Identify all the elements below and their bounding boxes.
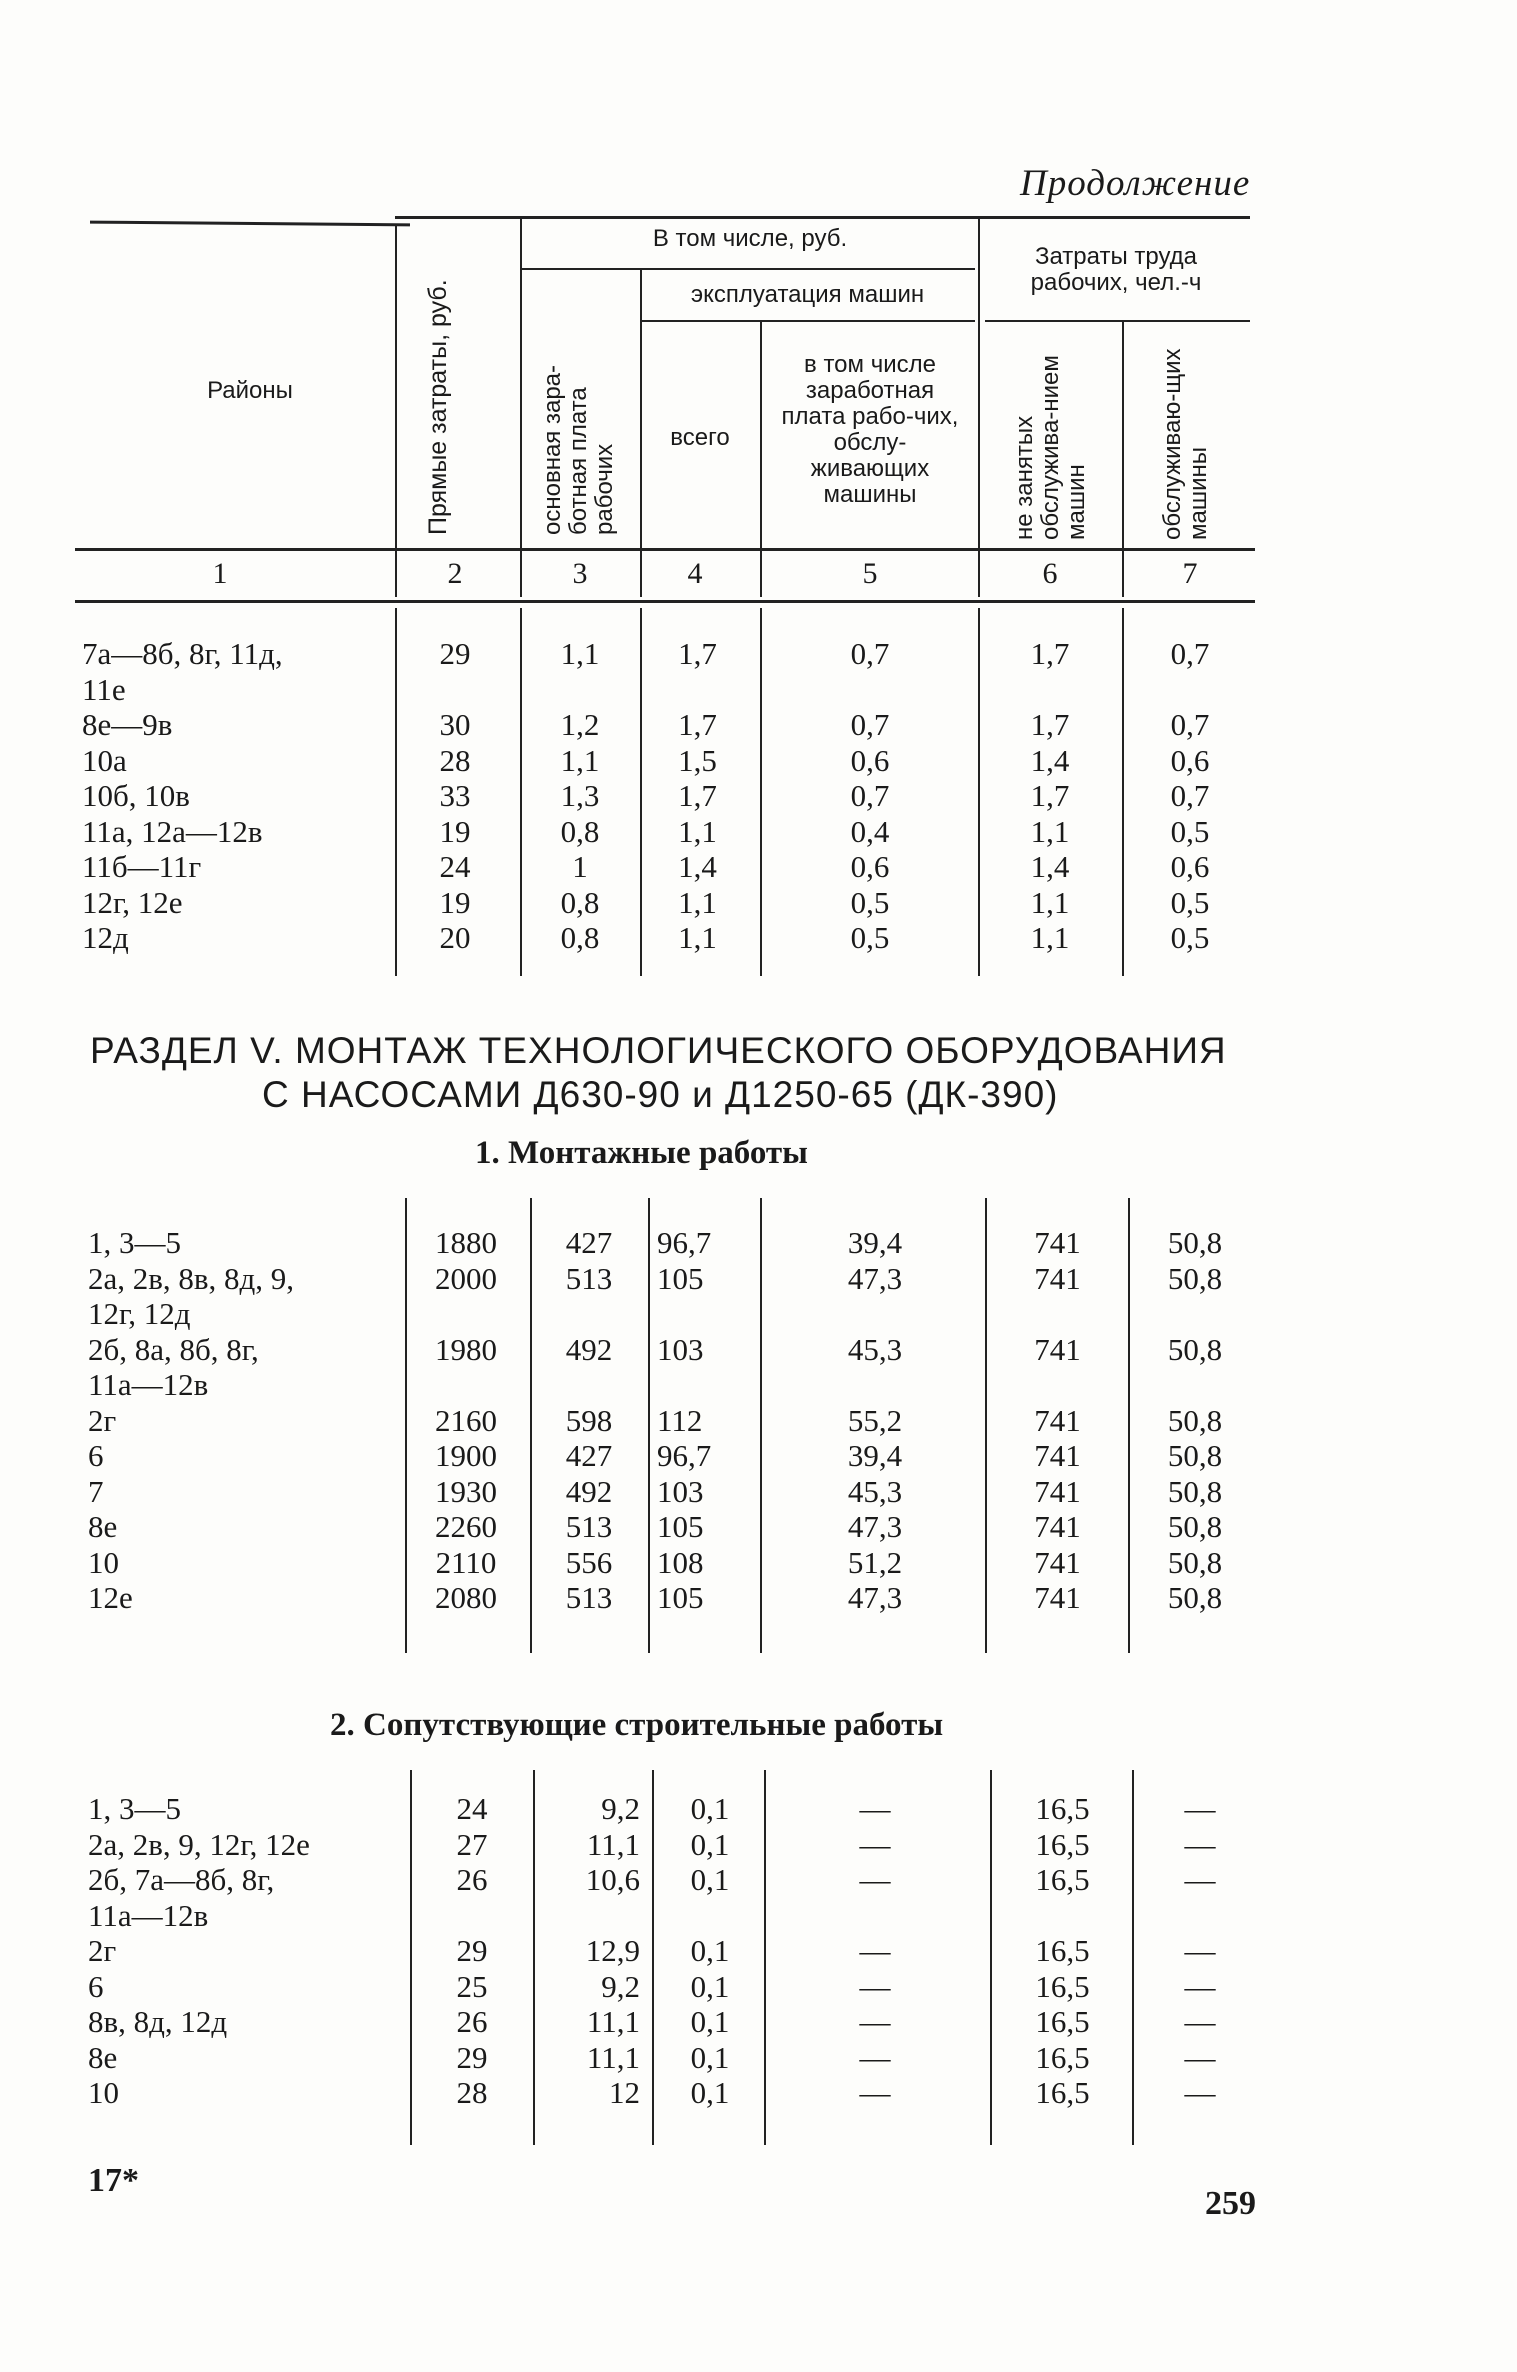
t1-vline-2 <box>520 608 522 976</box>
t2-c2-cell: 1980 <box>435 1331 497 1367</box>
t3-c4-cell: 0,1 <box>690 2039 730 2075</box>
t1-c2-cell: 30 <box>439 707 471 742</box>
t2-districts-cell: 2а, 2в, 8в, 8д, 9, <box>88 1260 295 1296</box>
t1-c6-cell: 1,4 <box>1030 742 1070 778</box>
header-including-rub: В том числе, руб. <box>652 225 848 252</box>
t1-c2-cell: 29 <box>439 636 471 671</box>
t3-c3-cell: 9,2 <box>601 1968 640 2004</box>
t2-districts-cell: 11а—12в <box>88 1367 209 1402</box>
t3-c6-cell: 16,5 <box>1035 2075 1090 2110</box>
t3-districts-cell: 2б, 7а—8б, 8г, <box>88 1862 275 1897</box>
t1-c3-cell: 0,8 <box>560 884 600 920</box>
t3-c5-cell: — <box>859 2004 891 2039</box>
t3-districts-cell: 8е <box>88 2039 118 2075</box>
t3-c4-cell: 0,1 <box>690 2075 730 2110</box>
t1-c5-cell: 0,6 <box>850 849 890 884</box>
t2-c6-cell: 741 <box>1034 1544 1081 1580</box>
t1-c3-cell: 1,1 <box>560 636 600 671</box>
t1-c7-cell: 0,5 <box>1170 920 1210 955</box>
t2-c3-cell: 556 <box>565 1544 613 1580</box>
t2-c2-cell: 1900 <box>435 1438 497 1473</box>
header-rule-labor <box>985 320 1250 322</box>
t1-c4-cell: 1,7 <box>678 778 717 813</box>
t1-c7-cell: 0,7 <box>1170 707 1210 742</box>
t1-districts-cell: 10а <box>82 742 127 778</box>
t3-districts-cell: 11а—12в <box>88 1897 209 1933</box>
t1-c6-cell: 1,4 <box>1030 849 1070 884</box>
t3-c3-cell: 12,9 <box>585 1933 640 1968</box>
t3-c3-cell: 11,1 <box>586 1826 640 1862</box>
t1-c3-cell: 0,8 <box>560 920 600 955</box>
t2-c5-cell: 39,4 <box>847 1438 903 1473</box>
t2-districts-cell: 6 <box>88 1438 104 1473</box>
t1-c5-cell: 0,7 <box>850 778 890 813</box>
t1-c7-cell: 0,7 <box>1170 778 1210 813</box>
t2-c6-cell: 741 <box>1034 1225 1081 1260</box>
t3-districts-cell: 6 <box>88 1968 104 2004</box>
header-top-rule-2 <box>395 216 1250 219</box>
t2-c5-cell: 51,2 <box>847 1544 903 1580</box>
col-number-6: 6 <box>1042 557 1058 590</box>
col-number-5: 5 <box>862 557 878 590</box>
t1-c4-cell: 1,1 <box>678 884 717 920</box>
t3-c5-cell: — <box>859 2039 891 2075</box>
t1-districts-cell: 12г, 12е <box>82 884 183 920</box>
t2-c4-cell: 112 <box>657 1402 703 1438</box>
header-incl-wage: в том числе заработная плата рабо-чих, обслу-живающих машины <box>781 351 959 508</box>
col-number-3: 3 <box>572 557 588 590</box>
t3-c7-cell: — <box>1184 1968 1216 2004</box>
t2-c7-cell: 50,8 <box>1167 1544 1223 1580</box>
t2-c7-cell: 50,8 <box>1167 1331 1223 1367</box>
header-not-busy: не занятых обслужива-нием машин <box>1011 355 1090 540</box>
t3-c2-cell: 27 <box>456 1826 488 1862</box>
t2-c6-cell: 741 <box>1034 1473 1081 1509</box>
t1-c2-cell: 28 <box>439 742 471 778</box>
t1-c5-cell: 0,6 <box>850 742 890 778</box>
t3-c6-cell: 16,5 <box>1035 1826 1090 1862</box>
header-total: всего <box>670 424 730 451</box>
t2-c3-cell: 492 <box>565 1473 613 1509</box>
t1-vline-4 <box>760 608 762 976</box>
col-number-2: 2 <box>447 557 463 590</box>
t1-c3-cell: 1 <box>572 849 588 884</box>
t3-c6-cell: 16,5 <box>1035 1791 1090 1826</box>
t2-c4-cell: 96,7 <box>657 1225 712 1260</box>
t1-districts-cell: 12д <box>82 920 129 955</box>
t3-districts-cell: 2г <box>88 1933 117 1968</box>
t3-c2-cell: 25 <box>456 1968 488 2004</box>
header-bottom-rule <box>75 548 1255 551</box>
t1-c2-cell: 24 <box>439 849 471 884</box>
t2-vline-3 <box>648 1198 650 1653</box>
t1-c4-cell: 1,7 <box>678 707 717 742</box>
t1-vline-1 <box>395 608 397 976</box>
header-vline-3 <box>640 270 642 597</box>
t3-districts-cell: 1, 3—5 <box>88 1791 181 1826</box>
col-number-1: 1 <box>212 557 228 590</box>
t2-c2-cell: 1930 <box>435 1473 497 1509</box>
t3-c5-cell: — <box>859 1826 891 1862</box>
t2-c5-cell: 39,4 <box>847 1225 903 1260</box>
t1-c6-cell: 1,7 <box>1030 778 1070 813</box>
col-number-7: 7 <box>1182 557 1198 590</box>
t1-c2-cell: 19 <box>439 884 471 920</box>
t2-c2-cell: 1880 <box>435 1225 497 1260</box>
t3-c7-cell: — <box>1184 2004 1216 2039</box>
t2-c4-cell: 105 <box>657 1509 704 1544</box>
t3-c6-cell: 16,5 <box>1035 2004 1090 2039</box>
t3-c3-cell: 11,1 <box>586 2004 640 2039</box>
header-rule-machines <box>640 320 975 322</box>
t1-c6-cell: 1,7 <box>1030 707 1070 742</box>
header-vline-1 <box>395 225 397 597</box>
header-top-rule <box>90 221 410 227</box>
t1-c6-cell: 1,1 <box>1030 813 1070 849</box>
t2-c4-cell: 108 <box>657 1544 704 1580</box>
t2-c3-cell: 513 <box>565 1509 613 1544</box>
t3-c2-cell: 28 <box>456 2075 488 2110</box>
t2-districts-cell: 1, 3—5 <box>88 1225 181 1260</box>
t1-districts-cell: 8е—9в <box>82 707 173 742</box>
t3-c7-cell: — <box>1184 1791 1216 1826</box>
header-districts: Районы <box>207 377 293 404</box>
t3-c6-cell: 16,5 <box>1035 1862 1090 1897</box>
t3-c2-cell: 24 <box>456 1791 488 1826</box>
t2-vline-2 <box>530 1198 532 1653</box>
t1-c5-cell: 0,5 <box>850 920 890 955</box>
t2-c7-cell: 50,8 <box>1167 1509 1223 1544</box>
t1-c2-cell: 19 <box>439 813 471 849</box>
t2-vline-4 <box>760 1198 762 1653</box>
subsection-2-title: 2. Сопутствующие строительные работы <box>330 1707 944 1743</box>
header-direct-costs: Прямые затраты, руб. <box>424 279 452 535</box>
t3-c2-cell: 26 <box>456 2004 488 2039</box>
header-vline-2 <box>520 218 522 597</box>
t1-c4-cell: 1,1 <box>678 813 717 849</box>
t3-districts-cell: 10 <box>88 2075 119 2110</box>
t2-c4-cell: 96,7 <box>657 1438 712 1473</box>
t2-c5-cell: 45,3 <box>847 1473 903 1509</box>
t1-c6-cell: 1,7 <box>1030 636 1070 671</box>
t2-districts-cell: 2б, 8а, 8б, 8г, <box>88 1331 259 1367</box>
t1-c7-cell: 0,7 <box>1170 636 1210 671</box>
t3-c3-cell: 10,6 <box>585 1862 640 1897</box>
t2-c2-cell: 2080 <box>435 1580 497 1615</box>
t2-c3-cell: 427 <box>565 1225 613 1260</box>
t1-c3-cell: 1,2 <box>560 707 600 742</box>
t2-c5-cell: 47,3 <box>847 1260 903 1296</box>
t2-c4-cell: 105 <box>657 1260 704 1296</box>
t2-districts-cell: 12е <box>88 1580 133 1615</box>
t1-c7-cell: 0,5 <box>1170 884 1210 920</box>
t1-vline-3 <box>640 608 642 976</box>
t1-districts-cell: 10б, 10в <box>82 778 190 813</box>
t2-c3-cell: 427 <box>565 1438 613 1473</box>
t2-c2-cell: 2260 <box>435 1509 497 1544</box>
t2-c5-cell: 47,3 <box>847 1509 903 1544</box>
t2-c3-cell: 513 <box>565 1580 613 1615</box>
t3-vline-2 <box>533 1770 535 2145</box>
t2-c2-cell: 2110 <box>435 1544 497 1580</box>
t3-c6-cell: 16,5 <box>1035 2039 1090 2075</box>
t2-vline-1 <box>405 1198 407 1653</box>
t1-c7-cell: 0,6 <box>1170 849 1210 884</box>
t2-c4-cell: 103 <box>657 1473 704 1509</box>
t1-c5-cell: 0,5 <box>850 884 890 920</box>
t3-vline-1 <box>410 1770 412 2145</box>
t2-districts-cell: 2г <box>88 1402 117 1438</box>
t2-c7-cell: 50,8 <box>1167 1402 1223 1438</box>
t3-c2-cell: 29 <box>456 2039 488 2075</box>
t3-c6-cell: 16,5 <box>1035 1968 1090 2004</box>
t3-c3-cell: 11,1 <box>586 2039 640 2075</box>
t1-c5-cell: 0,7 <box>850 707 890 742</box>
t2-c7-cell: 50,8 <box>1167 1580 1223 1615</box>
t1-districts-cell: 11а, 12а—12в <box>82 813 263 849</box>
header-vline-6 <box>1122 322 1124 597</box>
t3-districts-cell: 2а, 2в, 9, 12г, 12е <box>88 1826 310 1862</box>
t3-vline-5 <box>990 1770 992 2145</box>
t1-c4-cell: 1,5 <box>678 742 717 778</box>
t2-districts-cell: 8е <box>88 1509 118 1544</box>
t3-c3-cell: 9,2 <box>601 1791 640 1826</box>
t2-c6-cell: 741 <box>1034 1402 1081 1438</box>
t2-c5-cell: 55,2 <box>847 1402 903 1438</box>
t2-c4-cell: 105 <box>657 1580 704 1615</box>
t2-c3-cell: 492 <box>565 1331 613 1367</box>
t1-c6-cell: 1,1 <box>1030 884 1070 920</box>
t2-c7-cell: 50,8 <box>1167 1438 1223 1473</box>
t3-vline-6 <box>1132 1770 1134 2145</box>
section-title-line-2: С НАСОСАМИ Д630-90 и Д1250-65 (ДК-390) <box>262 1074 1059 1115</box>
t1-vline-6 <box>1122 608 1124 976</box>
header-machine-operation: эксплуатация машин <box>690 281 925 308</box>
continuation-label: Продолжение <box>1020 163 1251 204</box>
t2-c5-cell: 47,3 <box>847 1580 903 1615</box>
t2-c3-cell: 513 <box>565 1260 613 1296</box>
t1-c3-cell: 1,1 <box>560 742 600 778</box>
t3-c4-cell: 0,1 <box>690 1826 730 1862</box>
t3-c4-cell: 0,1 <box>690 1933 730 1968</box>
t2-c2-cell: 2160 <box>435 1402 497 1438</box>
t1-c4-cell: 1,7 <box>678 636 717 671</box>
t3-c4-cell: 0,1 <box>690 1968 730 2004</box>
t2-vline-5 <box>985 1198 987 1653</box>
t2-c2-cell: 2000 <box>435 1260 497 1296</box>
t1-c2-cell: 33 <box>439 778 471 813</box>
t1-c4-cell: 1,1 <box>678 920 717 955</box>
t3-c5-cell: — <box>859 1791 891 1826</box>
t3-c5-cell: — <box>859 1862 891 1897</box>
t3-c7-cell: — <box>1184 1862 1216 1897</box>
t2-c6-cell: 741 <box>1034 1438 1081 1473</box>
t1-c3-cell: 1,3 <box>560 778 600 813</box>
t2-c3-cell: 598 <box>565 1402 613 1438</box>
colnum-bottom-rule <box>75 600 1255 603</box>
t1-c2-cell: 20 <box>439 920 471 955</box>
t2-c4-cell: 103 <box>657 1331 704 1367</box>
t1-c5-cell: 0,7 <box>850 636 890 671</box>
t2-districts-cell: 10 <box>88 1544 119 1580</box>
t3-c2-cell: 29 <box>456 1933 488 1968</box>
t3-c4-cell: 0,1 <box>690 2004 730 2039</box>
signature-mark: 17* <box>88 2162 139 2199</box>
t3-c5-cell: — <box>859 1968 891 2004</box>
t2-c6-cell: 741 <box>1034 1509 1081 1544</box>
header-labor-costs: Затраты труда рабочих, чел.-ч <box>1030 243 1202 296</box>
t3-c7-cell: — <box>1184 2039 1216 2075</box>
t2-c6-cell: 741 <box>1034 1580 1081 1615</box>
t1-districts-cell: 7а—8б, 8г, 11д, <box>82 636 283 671</box>
t2-districts-cell: 12г, 12д <box>88 1296 191 1331</box>
subsection-1-title: 1. Монтажные работы <box>475 1135 808 1171</box>
t1-districts-cell: 11б—11г <box>82 849 202 884</box>
header-base-wage: основная зара-ботная плата рабочих <box>539 364 618 535</box>
t3-districts-cell: 8в, 8д, 12д <box>88 2004 228 2039</box>
t1-c6-cell: 1,1 <box>1030 920 1070 955</box>
t1-c3-cell: 0,8 <box>560 813 600 849</box>
t2-c6-cell: 741 <box>1034 1331 1081 1367</box>
header-vline-5 <box>978 218 980 597</box>
header-rule-incl <box>520 268 975 270</box>
t3-c6-cell: 16,5 <box>1035 1933 1090 1968</box>
t3-c7-cell: — <box>1184 2075 1216 2110</box>
t3-vline-3 <box>652 1770 654 2145</box>
t3-c4-cell: 0,1 <box>690 1791 730 1826</box>
section-title-line-1: РАЗДЕЛ V. МОНТАЖ ТЕХНОЛОГИЧЕСКОГО ОБОРУДОВАНИЯ <box>90 1030 1227 1071</box>
header-vline-4 <box>760 322 762 597</box>
col-number-4: 4 <box>687 557 703 590</box>
t2-vline-6 <box>1128 1198 1130 1653</box>
t1-c7-cell: 0,5 <box>1170 813 1210 849</box>
t3-c5-cell: — <box>859 1933 891 1968</box>
t3-c7-cell: — <box>1184 1826 1216 1862</box>
t3-c5-cell: — <box>859 2075 891 2110</box>
t2-c7-cell: 50,8 <box>1167 1473 1223 1509</box>
t1-districts-cell: 11е <box>82 671 126 707</box>
t3-vline-4 <box>764 1770 766 2145</box>
t3-c4-cell: 0,1 <box>690 1862 730 1897</box>
t3-c3-cell: 12 <box>609 2075 640 2110</box>
t2-c7-cell: 50,8 <box>1167 1225 1223 1260</box>
t1-c5-cell: 0,4 <box>850 813 890 849</box>
t2-districts-cell: 7 <box>88 1473 104 1509</box>
t1-c7-cell: 0,6 <box>1170 742 1210 778</box>
t1-vline-5 <box>978 608 980 976</box>
t2-c6-cell: 741 <box>1034 1260 1081 1296</box>
page-number: 259 <box>1205 2185 1256 2222</box>
t2-c5-cell: 45,3 <box>847 1331 903 1367</box>
header-serving: обслуживаю-щих машины <box>1159 348 1212 540</box>
t1-c4-cell: 1,4 <box>678 849 717 884</box>
t3-c2-cell: 26 <box>456 1862 488 1897</box>
t3-c7-cell: — <box>1184 1933 1216 1968</box>
t2-c7-cell: 50,8 <box>1167 1260 1223 1296</box>
